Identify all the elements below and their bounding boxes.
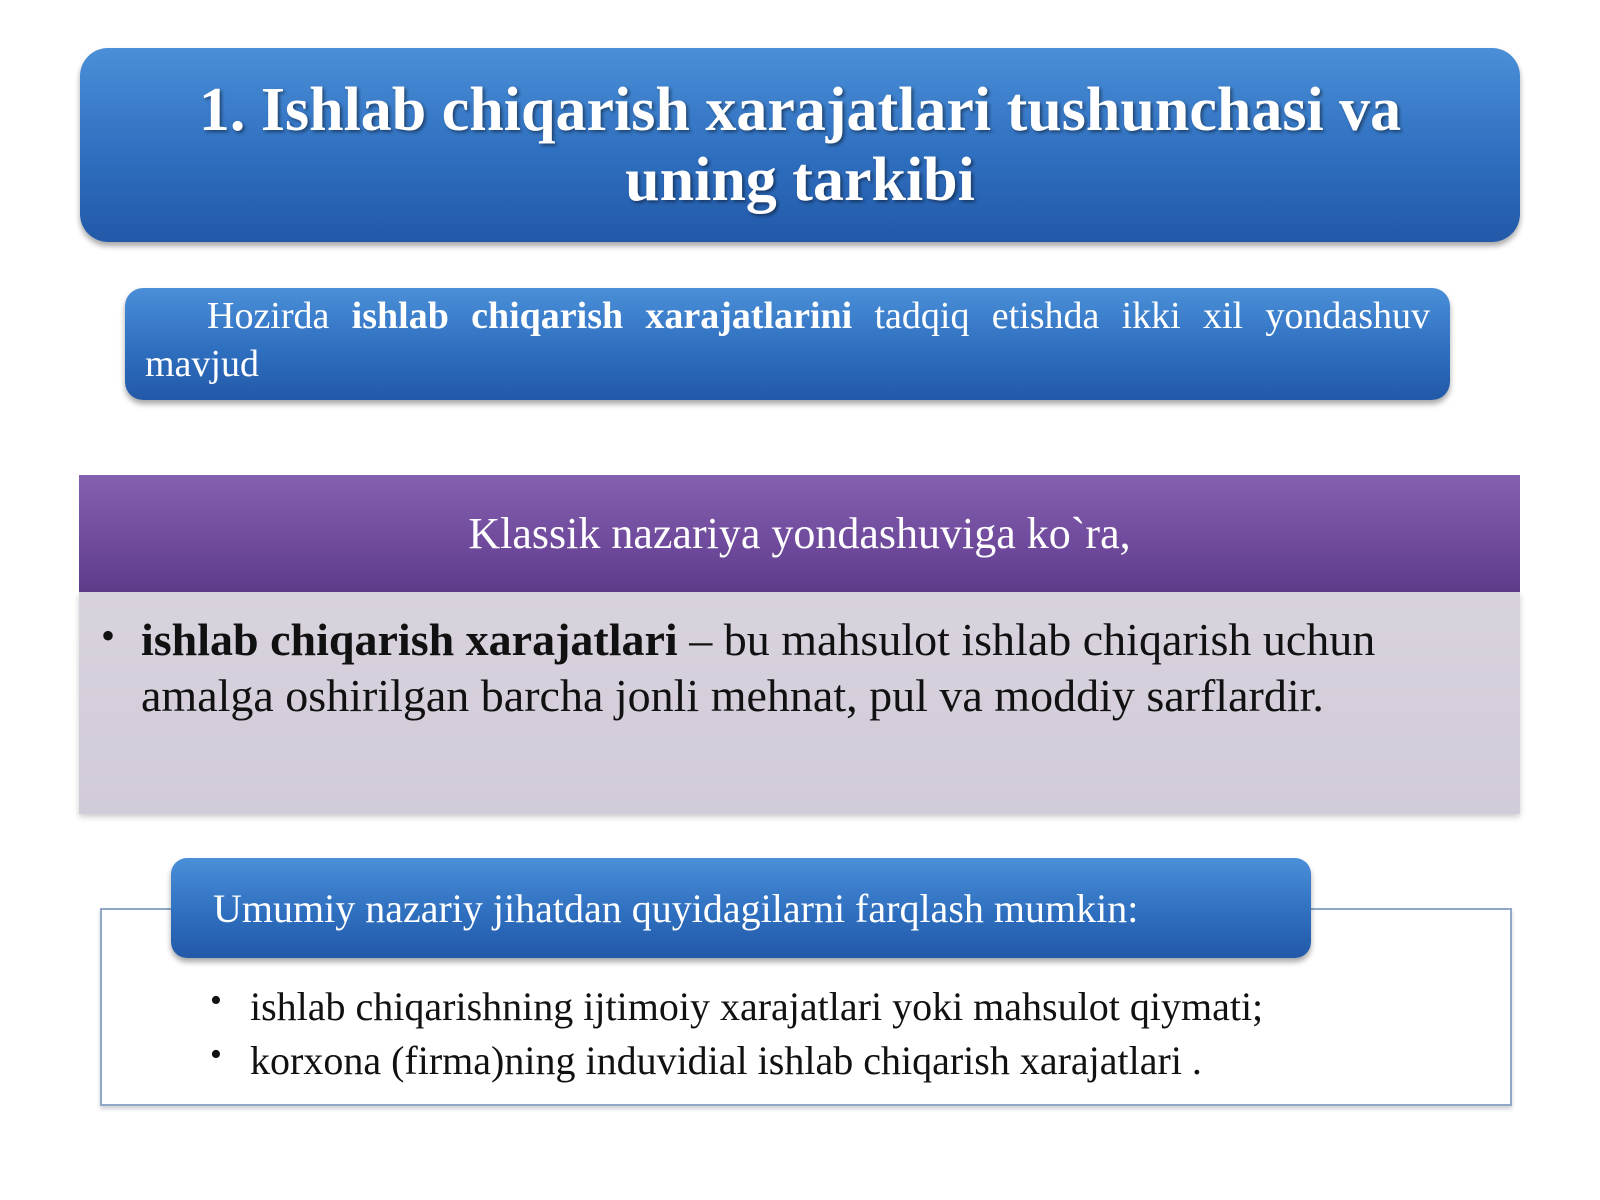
intro-prefix: Hozirda <box>207 295 330 337</box>
bullet-icon: • <box>210 1036 222 1073</box>
classic-header-text: Klassik nazariya yondashuviga ko`ra, <box>468 509 1131 558</box>
intro-banner <box>125 288 1450 400</box>
classic-theory-definition <box>79 592 1520 814</box>
general-header-text: Umumiy nazariy jihatdan quyidagilarni farqlash mumkin: <box>213 885 1139 931</box>
intro-bold-term: ishlab chiqarish xarajatlarini <box>351 295 853 337</box>
definition-item <box>101 612 1460 724</box>
list-item <box>210 1034 1490 1088</box>
definition-text: – bu mahsulot ishlab chiqarish uchun amalga oshirilgan barcha jonli mehnat, pul va moddiy sarflardir. <box>141 614 1376 721</box>
list-item-text: ishlab chiqarishning ijtimoiy xarajatlari yoki mahsulot qiymati; <box>250 984 1264 1029</box>
intro-suffix: tadqiq etishda ikki xil yondashuv mavjud <box>145 295 1431 385</box>
bullet-icon: • <box>101 613 116 658</box>
classic-theory-header <box>79 475 1520 592</box>
list-item-text: korxona (firma)ning induvidial ishlab chiqarish xarajatlari . <box>250 1038 1202 1083</box>
title-banner <box>80 48 1520 242</box>
definition-term: ishlab chiqarish xarajatlari <box>141 614 678 665</box>
list-item <box>210 980 1490 1034</box>
general-theory-header <box>171 858 1311 958</box>
general-theory-list <box>210 980 1490 1088</box>
slide-title: 1. Ishlab chiqarish xarajatlari tushunchasi va uning tarkibi <box>198 76 1402 214</box>
bullet-icon: • <box>210 982 222 1019</box>
